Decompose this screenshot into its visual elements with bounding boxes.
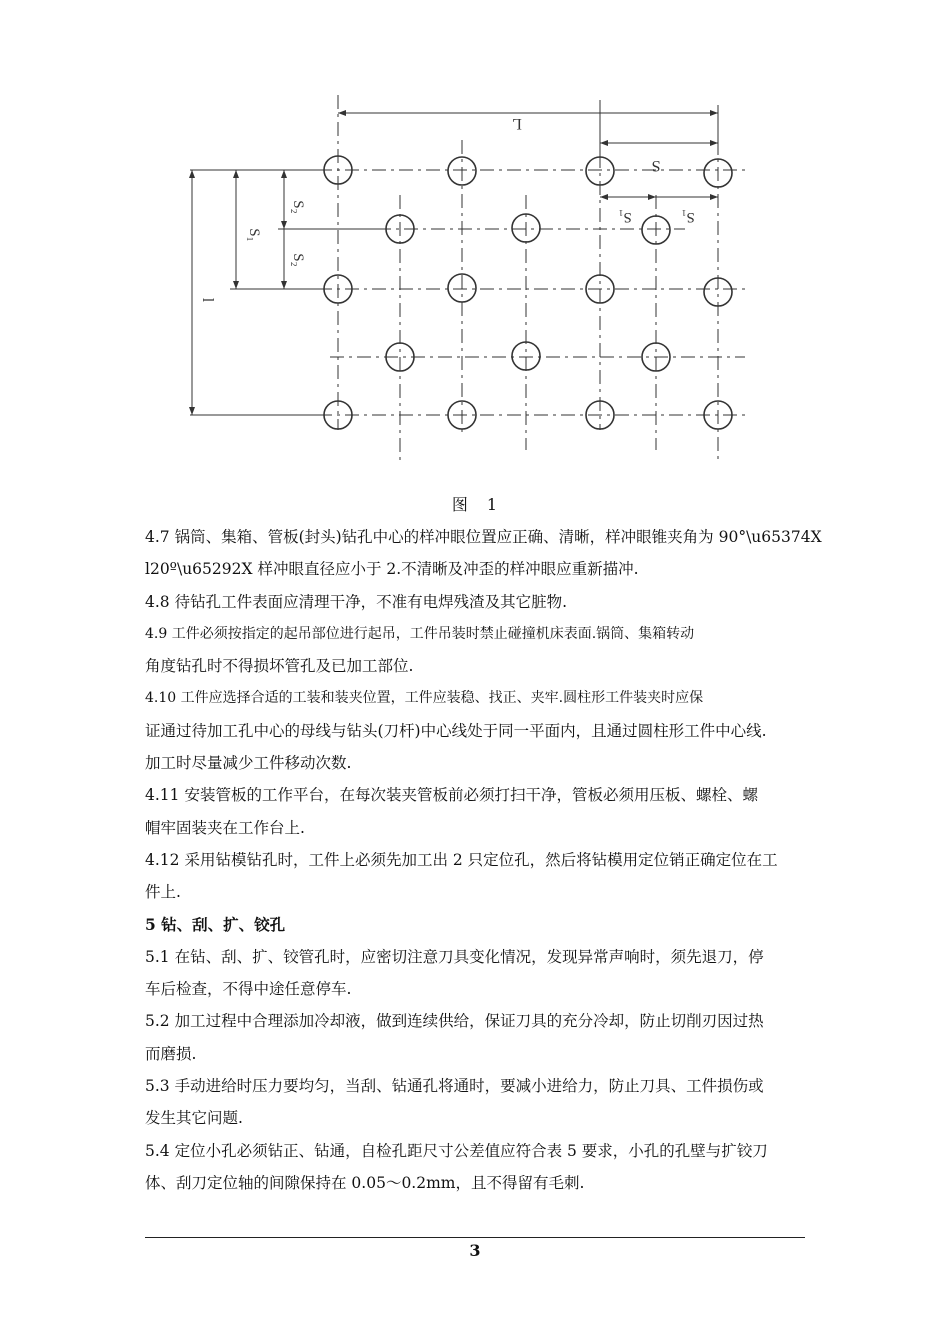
- paragraph-line: 角度钻孔时不得损坏管孔及已加工部位.: [145, 657, 414, 676]
- section-heading: 5 钻、刮、扩、铰孔: [145, 914, 286, 934]
- dim-label-S1-b: S₁: [681, 209, 695, 225]
- arrowhead: [710, 140, 718, 146]
- arrowhead: [281, 170, 287, 178]
- body-text: [145, 521, 822, 1199]
- arrowhead: [338, 110, 346, 116]
- paragraph-line: l20º\u65292X 样冲眼直径应小于 2.不清晰及冲歪的样冲眼应重新描冲.: [145, 560, 639, 579]
- centerlines: [318, 95, 745, 465]
- dim-label-S1-left: S₁: [246, 228, 262, 242]
- paragraph-line: 4.12 采用钻模钻孔时，工件上必须先加工出 2 只定位孔，然后将钻模用定位销正确定位在工: [145, 850, 778, 869]
- dim-label-l: l: [199, 297, 216, 303]
- figure-caption-label: 图: [451, 495, 469, 514]
- paragraph-line: 5.4 定位小孔必须钻正、钻通，自检孔距尺寸公差值应符合表 5 要求，小孔的孔壁与扩铰刀: [145, 1141, 768, 1160]
- paragraph-line: 5.2 加工过程中合理添加冷却液，做到连续供给，保证刀具的充分冷却，防止切削刃因过热: [145, 1012, 764, 1031]
- paragraph-line: 5.1 在钻、刮、扩、铰管孔时，应密切注意刀具变化情况，发现异常声响时，须先退刀，停: [145, 947, 764, 966]
- figure-caption-number: 1: [486, 495, 499, 514]
- paragraph-line: 证通过待加工孔中心的母线与钻头(刀杆)中心线处于同一平面内，且通过圆柱形工件中心线.: [145, 721, 767, 740]
- paragraph-line: 4.8 待钻孔工件表面应清理干净，不准有电焊残渣及其它脏物.: [145, 592, 568, 611]
- arrowhead: [189, 170, 195, 178]
- dim-label-L: L: [512, 115, 522, 132]
- paragraph-line: 4.10 工件应选择合适的工装和装夹位置，工件应装稳、找正、夹牢.圆柱形工件装夹时应保: [145, 690, 704, 707]
- arrowhead: [233, 281, 239, 289]
- paragraph-line: 体、刮刀定位轴的间隙保持在 0.05～0.2mm，且不得留有毛刺.: [145, 1173, 585, 1192]
- arrowhead: [281, 221, 287, 229]
- footer-divider: [145, 1237, 805, 1238]
- hole-pattern-figure: [170, 85, 770, 485]
- arrowhead: [600, 140, 608, 146]
- paragraph-line: 车后检查，不得中途任意停车.: [145, 980, 352, 999]
- dimension-lines: [189, 105, 718, 415]
- figure-caption: [0, 492, 950, 515]
- arrowhead: [710, 194, 718, 200]
- arrowhead: [648, 194, 656, 200]
- paragraph-line: 4.11 安装管板的工作平台，在每次装夹管板前必须打扫干净，管板必须用压板、螺栓、螺: [145, 786, 758, 805]
- arrowhead: [710, 110, 718, 116]
- paragraph-line: 帽牢固装夹在工作台上.: [145, 818, 305, 837]
- dim-label-S: S: [651, 157, 661, 174]
- arrowhead: [233, 170, 239, 178]
- dim-label-S2-lower: S₂: [290, 253, 306, 267]
- paragraph-line: 件上.: [145, 883, 181, 902]
- paragraph-line: 4.9 工件必须按指定的起吊部位进行起吊，工件吊装时禁止碰撞机床表面.锅筒、集箱转动: [145, 625, 695, 642]
- arrowhead: [189, 407, 195, 415]
- paragraph-line: 而磨损.: [145, 1044, 197, 1063]
- dim-label-S1-a: S₁: [618, 209, 632, 225]
- arrowhead: [600, 194, 608, 200]
- paragraph-line: 5.3 手动进给时压力要均匀，当刮、钻通孔将通时，要减小进给力，防止刀具、工件损伤或: [145, 1077, 764, 1096]
- paragraph-line: 发生其它问题.: [145, 1109, 243, 1128]
- dim-label-S2-upper: S₂: [290, 200, 306, 214]
- paragraph-line: 4.7 锅筒、集箱、管板(封头)钻孔中心的样冲眼位置应正确、清晰，样冲眼锥夹角为 90°\u65374X: [145, 528, 822, 546]
- paragraph-line: 加工时尽量减少工件移动次数.: [145, 754, 352, 773]
- page-number: 3: [469, 1241, 481, 1260]
- arrowhead: [281, 281, 287, 289]
- hole-pattern-diagram: [170, 85, 770, 485]
